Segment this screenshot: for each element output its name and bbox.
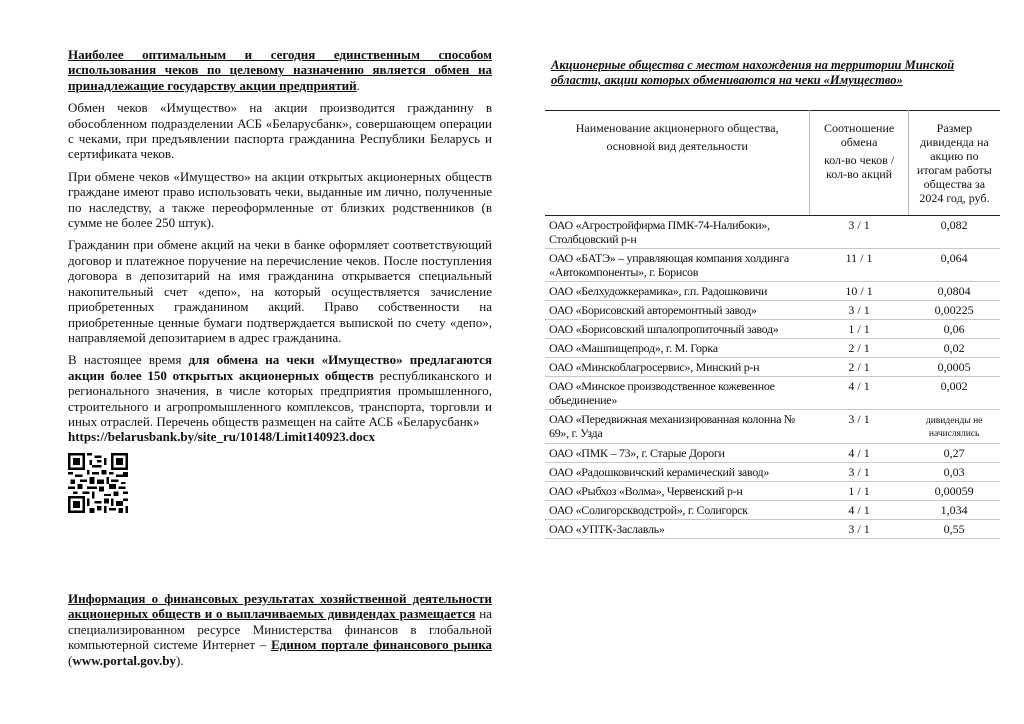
dividend-value: 0,03: [908, 463, 1000, 482]
company-name: ОАО «Солигорскводстрой», г. Солигорск: [545, 501, 810, 520]
dividend-value: 0,55: [908, 520, 1000, 539]
company-name: ОАО «Радошковичский керамический завод»: [545, 463, 810, 482]
rights-paragraph: При обмене чеков «Имущество» на акции открытых акционерных обществ граждане имеют право использовать чеки, выданные им лично, полученные по наследству, а также переоформленные от близких родственников (в сумме не более 250 штук).: [68, 168, 492, 231]
company-name: ОАО «УПТК-Заславль»: [545, 520, 810, 539]
table-row: [545, 520, 1000, 539]
dividend-value: 0,00059: [908, 482, 1000, 501]
company-name: ОАО «БАТЭ» – управляющая компания холдинга «Автокомпоненты», г. Борисов: [545, 249, 810, 282]
table-row: [545, 282, 1000, 301]
exchange-ratio: 2 / 1: [810, 339, 908, 358]
table-row: [545, 216, 1000, 249]
header-ratio: [810, 111, 908, 216]
intro-paragraph: [68, 47, 492, 93]
contract-paragraph: Гражданин при обмене акций на чеки в банке оформляет соответствующий договор и платежное поручение на перечисление чеков. После поступления договора в депозитарий на имя гражданина открывается специальный накопительный счет «депо», на который осуществляется зачисление приобретенных гражданином акций. Право собственности на приобретенные ценные бумаги подтверждается выпиской по счету «депо», направляемой депозитарием в адрес гражданина.: [68, 237, 492, 345]
table-row: [545, 501, 1000, 520]
table-header-row: [545, 111, 1000, 216]
company-name: ОАО «Рыбхоз «Волма», Червенский р-н: [545, 482, 810, 501]
company-name: ОАО «ПМК – 73», г. Старые Дороги: [545, 444, 810, 463]
table-row: [545, 339, 1000, 358]
exchange-ratio: 10 / 1: [810, 282, 908, 301]
exchange-ratio: 1 / 1: [810, 482, 908, 501]
exchange-ratio: 3 / 1: [810, 301, 908, 320]
info-paren-close: ).: [176, 652, 184, 668]
info-paren-open: (: [68, 652, 73, 668]
dividend-value: 1,034: [908, 501, 1000, 520]
company-name: ОАО «Минскоблагросервис», Минский р-н: [545, 358, 810, 377]
company-name: ОАО «Борисовский авторемонтный завод»: [545, 301, 810, 320]
company-name: ОАО «Машпищепрод», г. М. Горка: [545, 339, 810, 358]
qr-code-icon[interactable]: [68, 453, 128, 513]
dividend-value: 0,02: [908, 339, 1000, 358]
company-name: ОАО «Борисовский шпалопропиточный завод»: [545, 320, 810, 339]
exchange-ratio: 11 / 1: [810, 249, 908, 282]
info-mid: на специализированном ресурсе Министерства финансов в глобальной компьютерной системе Интернет –: [68, 606, 492, 653]
dividend-value: 0,002: [908, 377, 1000, 410]
table-row: [545, 301, 1000, 320]
offer-paragraph: [68, 352, 492, 444]
table-row: [545, 444, 1000, 463]
table-body: [545, 216, 1000, 539]
dividend-value: 0,0005: [908, 358, 1000, 377]
header-ratio-line1: Соотношение обмена: [823, 121, 895, 149]
dividend-value: дивиденды не начислялись: [908, 410, 1000, 444]
financial-info-paragraph: [68, 591, 492, 668]
exchange-ratio: 3 / 1: [810, 463, 908, 482]
table-title: Акционерные общества с местом нахождения на территории Минской области, акции которых обмениваются на чеки «Имущество»: [551, 58, 955, 87]
dividend-value: 0,082: [908, 216, 1000, 249]
portal-link[interactable]: www.portal.gov.by: [72, 652, 176, 668]
dividend-value: 0,064: [908, 249, 1000, 282]
exchange-paragraph: Обмен чеков «Имущество» на акции производится гражданину в обособленном подразделении АСБ «Беларусбанк», совершающем операции с чеками, при предъявлении паспорта гражданина Республики Беларусь и сертификата чеков.: [68, 100, 492, 162]
right-column: [545, 58, 1005, 539]
companies-table: [545, 110, 1000, 539]
offer-end: республиканского и регионального значения, в числе которых предприятия промышленного, строительного и агропромышленного комплексов, транспорта, торговли и иных отраслей. Перечень обществ размещен на сайте АСБ «Беларусбанк»: [68, 367, 492, 429]
exchange-ratio: 1 / 1: [810, 320, 908, 339]
header-name-line2: основной вид деятельности: [606, 139, 748, 153]
offer-start: В настоящее время: [68, 352, 189, 368]
header-dividend: Размер дивиденда на акцию по итогам работы общества за 2024 год, руб.: [908, 111, 1000, 216]
intro-end: .: [356, 77, 360, 93]
header-ratio-line2: кол-во чеков / кол-во акций: [823, 153, 895, 181]
header-name: [545, 111, 810, 216]
table-row: [545, 249, 1000, 282]
exchange-ratio: 4 / 1: [810, 377, 908, 410]
info-bold: Информация о финансовых результатах хозяйственной деятельности акционерных обществ и о выплачиваемых дивидендах размещается: [68, 591, 492, 622]
exchange-ratio: 3 / 1: [810, 410, 908, 444]
exchange-ratio: 3 / 1: [810, 216, 908, 249]
exchange-ratio: 4 / 1: [810, 444, 908, 463]
dividend-value: 0,00225: [908, 301, 1000, 320]
exchange-ratio: 3 / 1: [810, 520, 908, 539]
table-row: [545, 320, 1000, 339]
company-name: ОАО «Агростройфирма ПМК-74-Налибоки», Столбцовский р-н: [545, 216, 810, 249]
company-name: ОАО «Белхудожкерамика», г.п. Радошковичи: [545, 282, 810, 301]
company-name: ОАО «Передвижная механизированная колонна № 69», г. Узда: [545, 410, 810, 444]
table-row: [545, 482, 1000, 501]
belarusbank-link[interactable]: https://belarusbank.by/site_ru/10148/Limit140923.docx: [68, 429, 375, 445]
table-row: [545, 463, 1000, 482]
company-name: ОАО «Минское производственное кожевенное объединение»: [545, 377, 810, 410]
table-row: [545, 377, 1000, 410]
exchange-ratio: 4 / 1: [810, 501, 908, 520]
dividend-value: 0,0804: [908, 282, 1000, 301]
exchange-ratio: 2 / 1: [810, 358, 908, 377]
table-row: [545, 358, 1000, 377]
offer-bold: для обмена на чеки «Имущество» предлагаются акции более 150 открытых акционерных обществ: [68, 352, 492, 383]
table-row: [545, 410, 1000, 444]
portal-name: Едином портале финансового рынка: [271, 637, 492, 653]
dividend-value: 0,06: [908, 320, 1000, 339]
dividend-value: 0,27: [908, 444, 1000, 463]
header-name-line1: Наименование акционерного общества,: [575, 121, 779, 135]
left-column: [68, 47, 492, 513]
intro-bold: Наиболее оптимальным и сегодня единственным способом использования чеков по целевому назначению является обмен на принадлежащие государству акции предприятий: [68, 47, 492, 93]
